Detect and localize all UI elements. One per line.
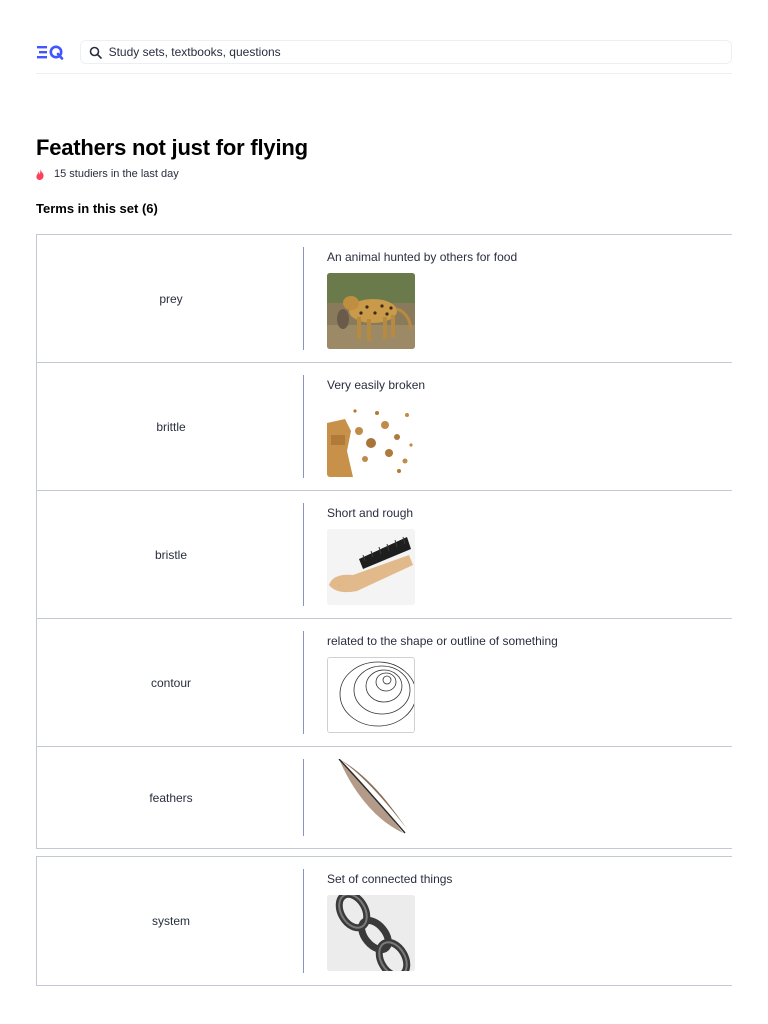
term-text: prey: [159, 291, 183, 306]
definition-text: Set of connected things: [327, 872, 453, 886]
page-title: Feathers not just for flying: [36, 135, 308, 160]
definition-text: related to the shape or outline of something: [327, 634, 558, 648]
definition-text: An animal hunted by others for food: [327, 250, 518, 264]
definition: [305, 619, 558, 746]
quizlet-logo[interactable]: [36, 40, 70, 64]
top-header: [36, 40, 732, 74]
flame-icon: [36, 168, 46, 180]
term-text: feathers: [149, 790, 193, 805]
row-divider: [303, 759, 304, 836]
definition: [305, 857, 452, 985]
definition: [305, 747, 415, 848]
row-divider: [303, 375, 304, 478]
term-row: [37, 619, 732, 747]
row-divider: [303, 247, 304, 350]
search-bar[interactable]: [80, 40, 732, 64]
definition: [305, 491, 415, 618]
studiers-count: [36, 168, 179, 180]
term-text: bristle: [154, 547, 187, 562]
term-text: contour: [150, 675, 192, 690]
row-divider: [303, 503, 304, 606]
term-row: [37, 747, 732, 848]
search-input[interactable]: [109, 45, 731, 59]
terms-heading: Terms in this set (6): [36, 201, 158, 216]
row-divider: [303, 869, 304, 973]
search-icon: [89, 45, 103, 59]
term-text: system: [151, 914, 190, 928]
terms-list-continued: [36, 856, 732, 986]
feather-image[interactable]: [327, 759, 415, 835]
chain-links-image[interactable]: [327, 895, 415, 971]
terms-list: [36, 234, 732, 849]
row-divider: [303, 631, 304, 734]
definition: [305, 363, 425, 490]
contour-map-image[interactable]: [327, 657, 415, 733]
term-row: [37, 491, 732, 619]
term-row: [37, 857, 732, 985]
term-row: [37, 363, 732, 491]
definition-text: Very easily broken: [327, 378, 426, 392]
leopard-with-prey-image[interactable]: [327, 273, 415, 349]
definition-text: Short and rough: [327, 506, 414, 520]
definition: [305, 235, 517, 362]
bristle-brush-image[interactable]: [327, 529, 415, 605]
studiers-text: 15 studiers in the last day: [54, 168, 179, 180]
term-text: brittle: [156, 419, 186, 434]
crumbled-cookie-image[interactable]: [327, 401, 415, 477]
svg-text:·: ·: [337, 582, 342, 589]
term-row: [37, 235, 732, 363]
